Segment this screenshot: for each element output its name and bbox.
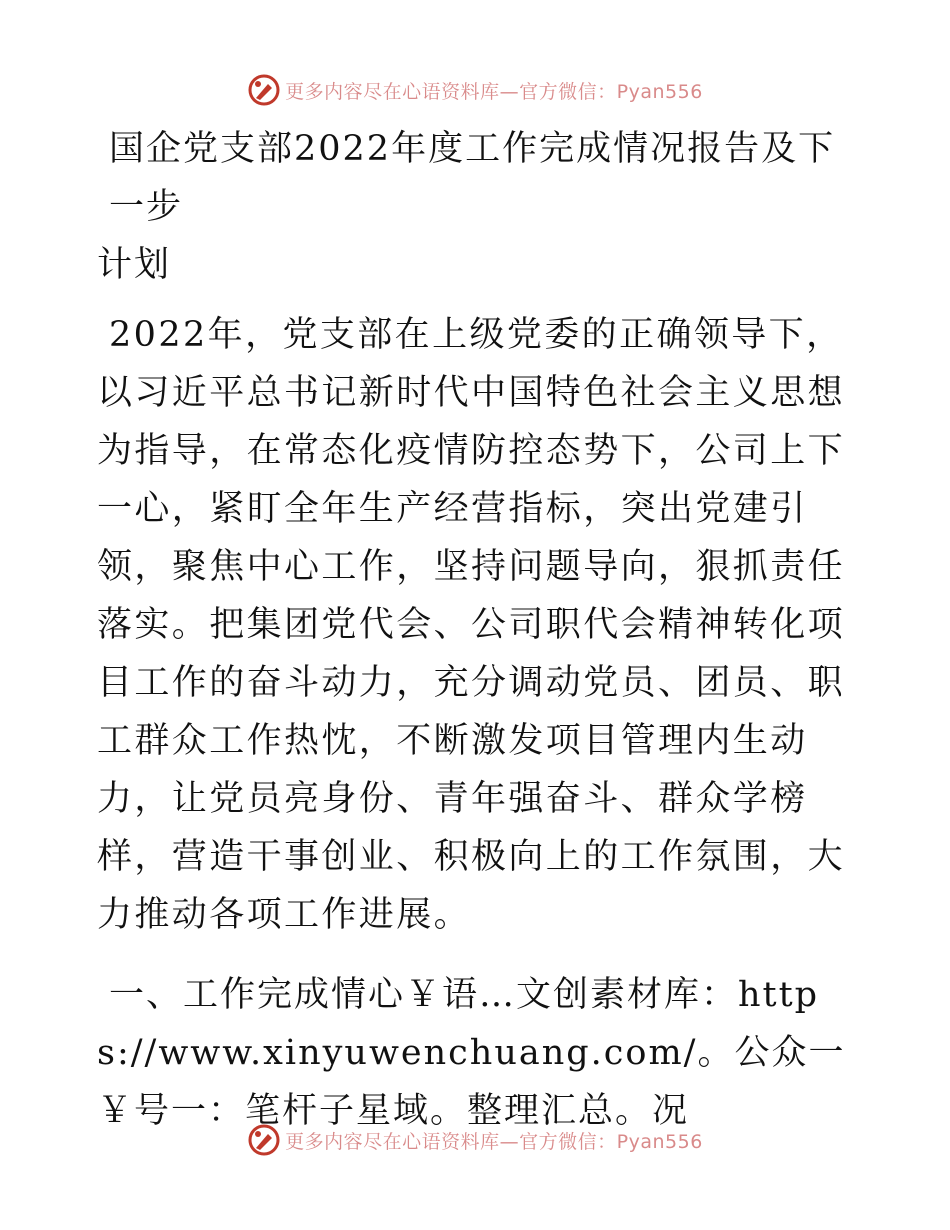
pen-nib-logo-icon xyxy=(247,1123,281,1157)
document-body xyxy=(97,120,857,1140)
pen-nib-logo-icon xyxy=(247,73,281,107)
title-line-2: 计划 xyxy=(97,245,172,285)
paragraph-intro: 2022年，党支部在上级党委的正确领导下，以习近平总书记新时代中国特色社会主义思想为指导，在常态化疫情防控态势下，公司上下一心，紧盯全年生产经营指标，突出党建引领，聚焦中心工作，坚持问题导向，狠抓责任落实。把集团党代会、公司职代会精神转化项目工作的奋斗动力，充分调动党员、团员、职工群众工作热忱，不断激发项目管理内生动力，让党员亮身份、青年强奋斗、群众学榜样，营造干事创业、积极向上的工作氛围，大力推动各项工作进展。 xyxy=(97,315,846,935)
watermark-text: 更多内容尽在心语资料库—官方微信：Pyan556 xyxy=(285,80,703,103)
title-line-1: 国企党支部2022年度工作完成情况报告及下一步 xyxy=(109,129,836,227)
section-heading-1: 一、工作完成情心￥语…文创素材库：https://www.xinyuwenchuang.com/。公众一￥号一：笔杆子星域。整理汇总。况 xyxy=(97,975,846,1131)
document-title xyxy=(97,120,857,294)
header-watermark xyxy=(0,70,950,110)
watermark-text: 更多内容尽在心语资料库—官方微信：Pyan556 xyxy=(285,1130,703,1153)
footer-watermark xyxy=(0,1120,950,1160)
